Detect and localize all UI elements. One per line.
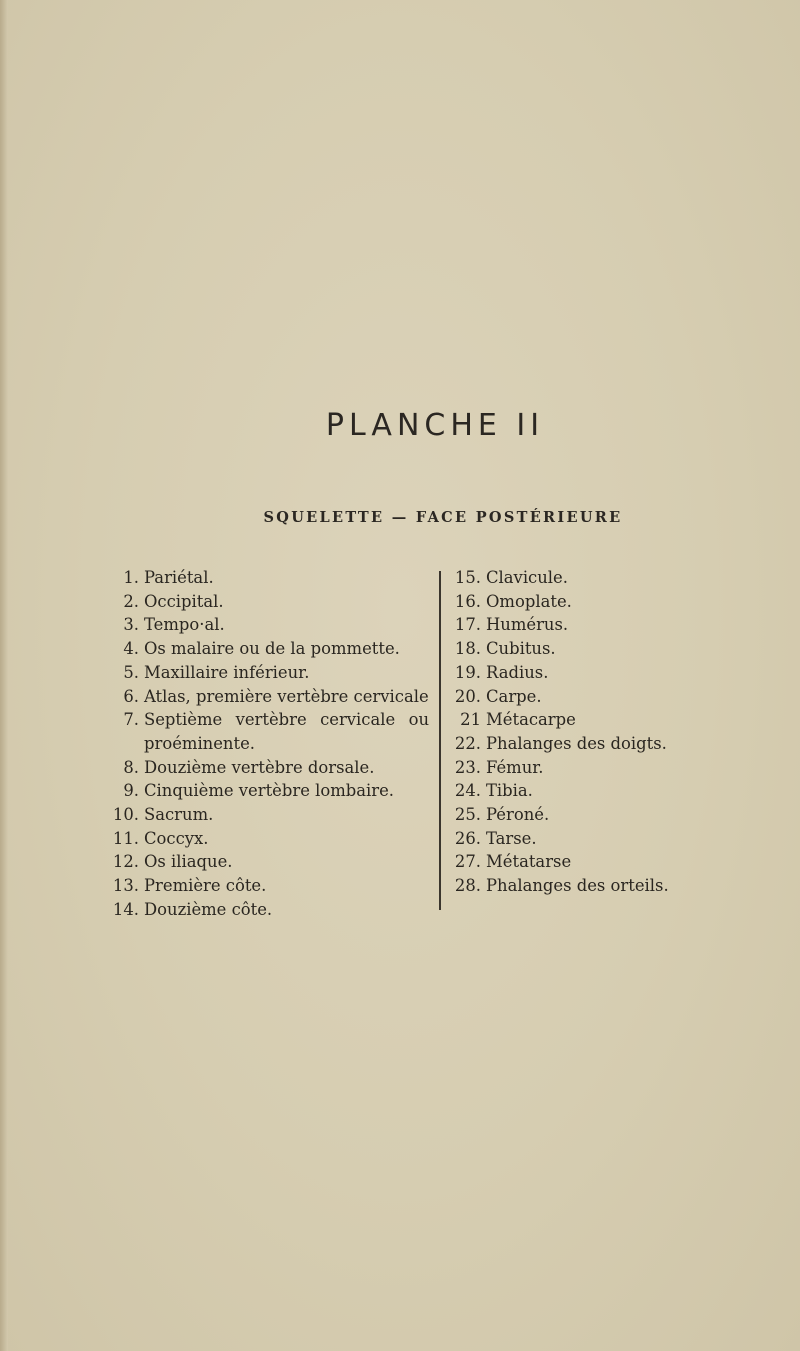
legend-label: Os malaire ou de la pommette.: [144, 639, 400, 659]
legend-label: Sacrum.: [144, 805, 214, 825]
page-title: PLANCHE II: [325, 408, 545, 443]
legend-number: 3.: [123, 615, 139, 635]
legend-number: 8.: [123, 757, 139, 777]
legend-number: 21: [460, 710, 481, 730]
legend-left-column: [104, 566, 434, 922]
legend-item: [450, 685, 710, 709]
legend-label: Douzième vertèbre dorsale.: [144, 757, 375, 777]
legend-item: [104, 661, 434, 685]
legend-item: [104, 850, 434, 874]
legend-label: Maxillaire inférieur.: [144, 662, 310, 682]
legend-number: 4.: [123, 639, 139, 659]
legend-item: [450, 637, 710, 661]
legend-number: 13.: [112, 876, 139, 896]
legend-label: Septième vertèbre cervicale ou proéminente.: [144, 710, 429, 753]
column-divider: [439, 571, 441, 910]
legend-number: 12.: [112, 852, 139, 872]
legend-label: Tarse.: [486, 828, 537, 848]
legend-item: [450, 874, 710, 898]
legend-label: Atlas, première vertèbre cervicale: [144, 686, 429, 706]
legend-item: [104, 874, 434, 898]
legend-item: [104, 590, 434, 614]
legend-number: 2.: [123, 591, 139, 611]
legend-label: Phalanges des doigts.: [486, 733, 667, 753]
legend-item: [450, 566, 710, 590]
legend-item: [104, 637, 434, 661]
legend-label: Occipital.: [144, 591, 224, 611]
legend-label: Cubitus.: [486, 639, 556, 659]
legend-number: 5.: [123, 662, 139, 682]
legend-item: [450, 708, 710, 732]
legend-label: Phalanges des orteils.: [486, 876, 669, 896]
legend-item: [450, 590, 710, 614]
legend-label: Clavicule.: [486, 568, 568, 587]
legend-number: 16.: [454, 591, 481, 611]
legend-item: [104, 756, 434, 780]
legend-item: [104, 898, 434, 922]
legend-right-column: [450, 566, 710, 898]
legend-item: [104, 708, 434, 755]
legend-number: 6.: [123, 686, 139, 706]
legend-label: Coccyx.: [144, 828, 209, 848]
legend-label: Métatarse: [486, 852, 572, 872]
legend-item: [450, 756, 710, 780]
legend-label: Radius.: [486, 662, 549, 682]
legend-item: [104, 779, 434, 803]
legend-number: 25.: [454, 805, 481, 825]
legend-label: Métacarpe: [486, 710, 576, 730]
legend-item: [104, 613, 434, 637]
legend-item: [450, 779, 710, 803]
legend-item: [104, 566, 434, 590]
legend-number: 18.: [454, 639, 481, 659]
legend-label: Tibia.: [486, 781, 533, 801]
legend-label: Tempo·al.: [144, 615, 225, 635]
legend-item: [450, 732, 710, 756]
page-subtitle: SQUELETTE — FACE POSTÉRIEURE: [263, 509, 623, 526]
legend-item: [104, 803, 434, 827]
page-edge: [0, 0, 8, 1351]
legend-number: 22.: [454, 733, 481, 753]
legend-item: [450, 803, 710, 827]
legend-number: 1.: [123, 568, 139, 587]
legend-label: Première côte.: [144, 876, 267, 896]
legend-number: 23.: [454, 757, 481, 777]
legend-label: Os iliaque.: [144, 852, 233, 872]
legend-label: Carpe.: [486, 686, 542, 706]
legend-number: 24.: [454, 781, 481, 801]
legend-number: 19.: [454, 662, 481, 682]
legend-item: [104, 685, 434, 709]
legend-number: 14.: [112, 899, 139, 919]
legend-number: 7.: [123, 710, 139, 730]
legend-label: Cinquième vertèbre lombaire.: [144, 781, 395, 801]
legend-number: 10.: [112, 805, 139, 825]
legend-number: 15.: [454, 568, 481, 587]
legend-label: Omoplate.: [486, 591, 572, 611]
legend-number: 20.: [454, 686, 481, 706]
legend-number: 11.: [112, 828, 139, 848]
legend-label: Fémur.: [486, 757, 544, 777]
legend-label: Pariétal.: [144, 568, 214, 587]
legend-item: [450, 661, 710, 685]
legend-item: [104, 827, 434, 851]
legend-item: [450, 827, 710, 851]
legend-item: [450, 613, 710, 637]
legend-item: [450, 850, 710, 874]
legend-number: 9.: [123, 781, 139, 801]
legend-number: 26.: [454, 828, 481, 848]
legend-label: Péroné.: [486, 805, 550, 825]
legend-label: Humérus.: [486, 615, 569, 635]
legend-label: Douzième côte.: [144, 899, 273, 919]
legend-number: 28.: [454, 876, 481, 896]
legend-number: 17.: [454, 615, 481, 635]
legend-number: 27.: [454, 852, 481, 872]
